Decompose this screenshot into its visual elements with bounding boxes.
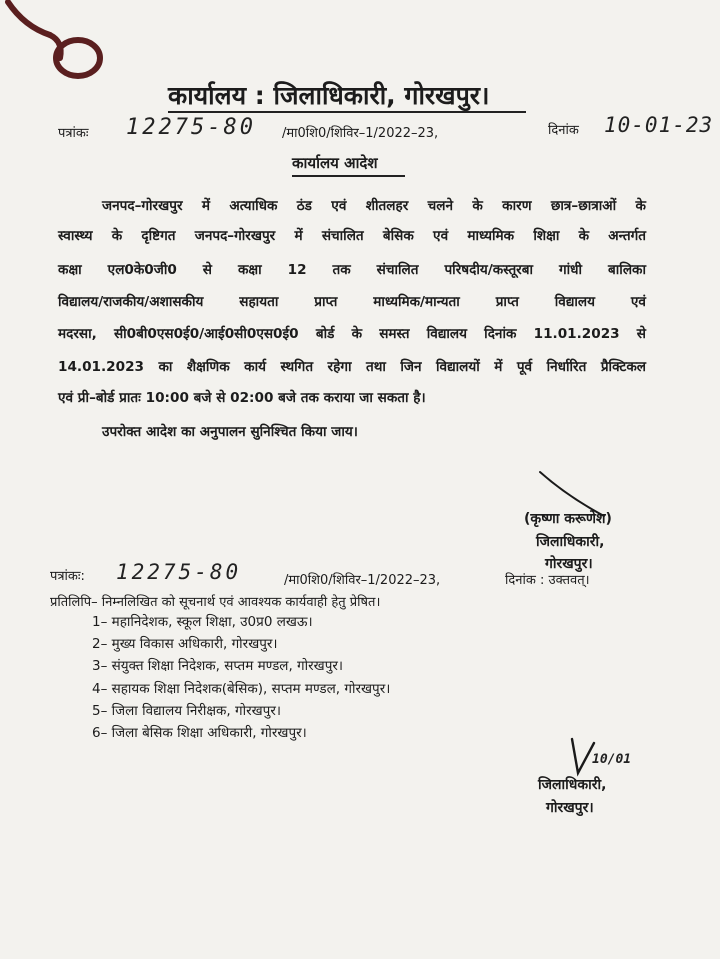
copy-ref-number-handwritten: 12275-80 [116,560,242,584]
date-handwritten: 10-01-23 [604,113,714,137]
order-body-line-5: मदरसा, सी0बी0एस0ई0/आई0सी0एस0ई0 बोर्ड के समस्त विद्यालय दिनांक 11.01.2023 से [58,326,646,342]
signatory-name: (कृष्णा करूणेश) [524,511,612,527]
copy-ref-suffix: /मा0शि0/शिविर–1/2022–23, [284,573,441,588]
recipient-3: 3– संयुक्त शिक्षा निदेशक, सप्तम मण्डल, गोरखपुर। [92,658,343,674]
copy-intro: प्रतिलिपि– निम्नलिखित को सूचनार्थ एवं आवश्यक कार्यवाही हेतु प्रेषित। [50,595,381,610]
order-body-line-6: 14.01.2023 का शैक्षणिक कार्य स्थगित रहेगा तथा जिन विद्यालयों में पूर्व निर्धारित प्रैक्टिकल [58,359,646,375]
recipient-6: 6– जिला बेसिक शिक्षा अधिकारी, गोरखपुर। [92,725,307,741]
compliance-line: उपरोक्त आदेश का अनुपालन सुनिश्चित किया जाय। [102,424,358,440]
recipient-4: 4– सहायक शिक्षा निदेशक(बेसिक), सप्तम मण्डल, गोरखपुर। [92,681,391,697]
order-body-line-1: जनपद–गोरखपुर में अत्याधिक ठंड एवं शीतलहर चलने के कारण छात्र–छात्राओं के [102,198,646,214]
ref-label: पत्रांकः [58,126,89,141]
order-body-line-4: विद्यालय/राजकीय/अशासकीय सहायता प्राप्त माध्यमिक/मान्यता प्राप्त विद्यालय एवं [58,294,646,310]
recipient-1: 1– महानिदेशक, स्कूल शिक्षा, उ0प्र0 लखऊ। [92,614,313,630]
copy-designation: जिलाधिकारी, [538,777,607,793]
ref-number-handwritten: 12275-80 [126,115,256,140]
copy-ref-label: पत्रांकः: [50,569,85,584]
recipient-2: 2– मुख्य विकास अधिकारी, गोरखपुर। [92,636,278,652]
sign-date-handwritten: 10/01 [592,752,632,767]
office-title: कार्यालय : जिलाधिकारी, गोरखपुर। [168,81,490,110]
copy-date-text: दिनांक : उक्तवत्। [505,573,590,588]
date-label: दिनांक [548,123,579,138]
copy-place: गोरखपुर। [546,800,594,816]
recipient-5: 5– जिला विद्यालय निरीक्षक, गोरखपुर। [92,703,281,719]
title-underline [168,111,526,113]
order-heading: कार्यालय आदेश [292,154,378,172]
binding-thread-icon [0,0,120,90]
signatory-designation: जिलाधिकारी, [536,534,605,550]
order-body-line-2: स्वास्थ्य के दृष्टिगत जनपद–गोरखपुर में संचालित बेसिक एवं माध्यमिक शिक्षा के अन्तर्गत [58,228,646,244]
signatory-place: गोरखपुर। [545,556,593,572]
order-heading-underline [292,175,405,177]
order-body-line-3: कक्षा एल0के0जी0 से कक्षा 12 तक संचालित परिषदीय/कस्तूरबा गांधी बालिका [58,262,646,278]
order-body-line-7: एवं प्री–बोर्ड प्रातः 10:00 बजे से 02:00 बजे तक कराया जा सकता है। [58,390,426,406]
ref-suffix: /मा0शि0/शिविर–1/2022–23, [282,126,439,141]
